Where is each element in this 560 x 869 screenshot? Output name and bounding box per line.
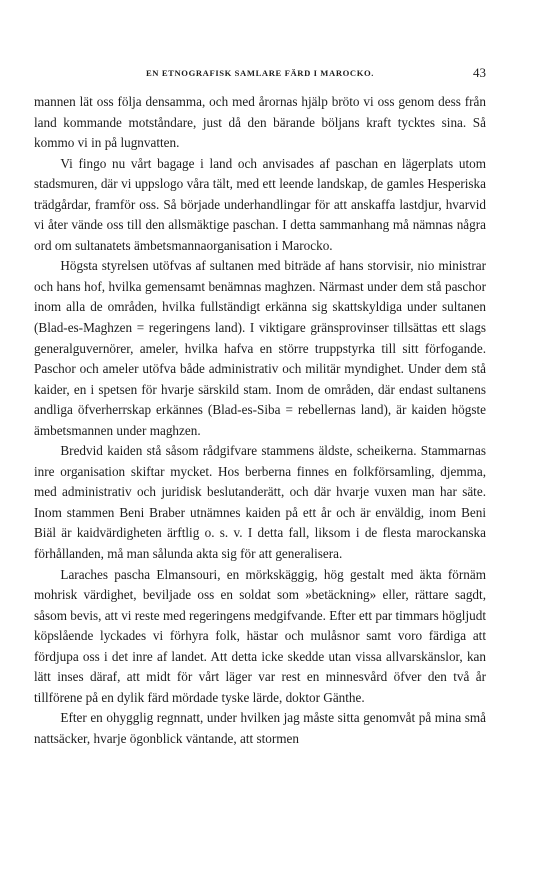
paragraph-regnnatt: Efter en ohygglig regnnatt, under hvilken jag måste sitta genomvåt på mina små nattsäcker, hvarje ögonblick väntande, att stormen bbox=[34, 710, 486, 746]
running-head bbox=[34, 62, 486, 86]
page-number: 43 bbox=[473, 65, 486, 80]
paragraph-styrelsen: Högsta styrelsen utöfvas af sultanen med biträde af hans storvisir, nio ministrar och hans hof, hvilka gemensamt benämnas maghzen. Närmast under dem stå paschor inom alla de områden, hvilka fullständigt erkänna sig skattskyldiga under sultanen (Blad-es-Maghzen = regeringens land). I viktigare gränsprovinser tillsättas ett slags generalguvernörer, ameler, hvilka hafva en större truppstyrka till sitt förfogande. Paschor och ameler utöfva både administrativ och militär myndighet. Under dem stå kaider, en i spetsen för hvarje särskild stam. Inom de områden, där endast sultanens andliga öfverherrskap erkännes (Blad-es-Siba = rebellernas land), är kaiden högste ämbetsmannen under maghzen. bbox=[34, 258, 486, 438]
running-title: EN ETNOGRAFISK SAMLARE FÄRD I MAROCKO. bbox=[145, 68, 375, 78]
paragraph-pascha: Laraches pascha Elmansouri, en mörkskäggig, hög gestalt med äkta förnäm mohrisk värdighet, beviljade oss en soldat som »betäckning» eller, rättare sagdt, såsom bevis, att vi reste med regeringens medgifvande. Efter ett par timmars högljudt köpslående lyckades vi förhyra folk, hästar och mulåsnor samt voro färdiga att fördjupa oss i det inre af landet. Att detta icke skedde utan vissa allvarskänslor, kan lätt inses däraf, att midt för vårt läger var rest en minnesvård öfver den två år tillförene på en dylik färd mördade tyske lärde, doktor Gänthe. bbox=[34, 566, 486, 705]
paragraph-continued: mannen lät oss följa densamma, och med årornas hjälp bröto vi oss genom dess från land kommande motståndare, just då den bärande böljans kraft tycktes sina. Så kommo vi in på lugnvatten. bbox=[34, 94, 486, 151]
paragraph-kaiden: Bredvid kaiden stå såsom rådgifvare stammens äldste, scheikerna. Stammarnas inre organisation skiftar mycket. Hos berberna finnes en folkförsamling, djemma, med administrativ och juridisk beslutanderätt, och där hvarje vuxen man har säte. Inom stammen Beni Braber utnämnes kaiden på ett år och är enväldig, inom Beni Biäl är kaidvärdigheten ärftlig o. s. v. I detta fall, liksom i de flesta marockanska förhållanden, må man sålunda akta sig för att generalisera. bbox=[34, 443, 486, 562]
book-page bbox=[34, 62, 486, 750]
paragraph-bagage: Vi fingo nu vårt bagage i land och anvisades af paschan en lägerplats utom stadsmuren, där vi uppslogo våra tält, med ett leende landskap, de gamles Hesperiska trädgårdar, framför oss. Så började underhandlingar för att anskaffa lastdjur, hvarvid vi åter vände oss till den allsmäktige paschan. I detta sammanhang må nämnas några ord om sultanatets ämbetsmannaorganisation i Marocko. bbox=[34, 155, 486, 253]
